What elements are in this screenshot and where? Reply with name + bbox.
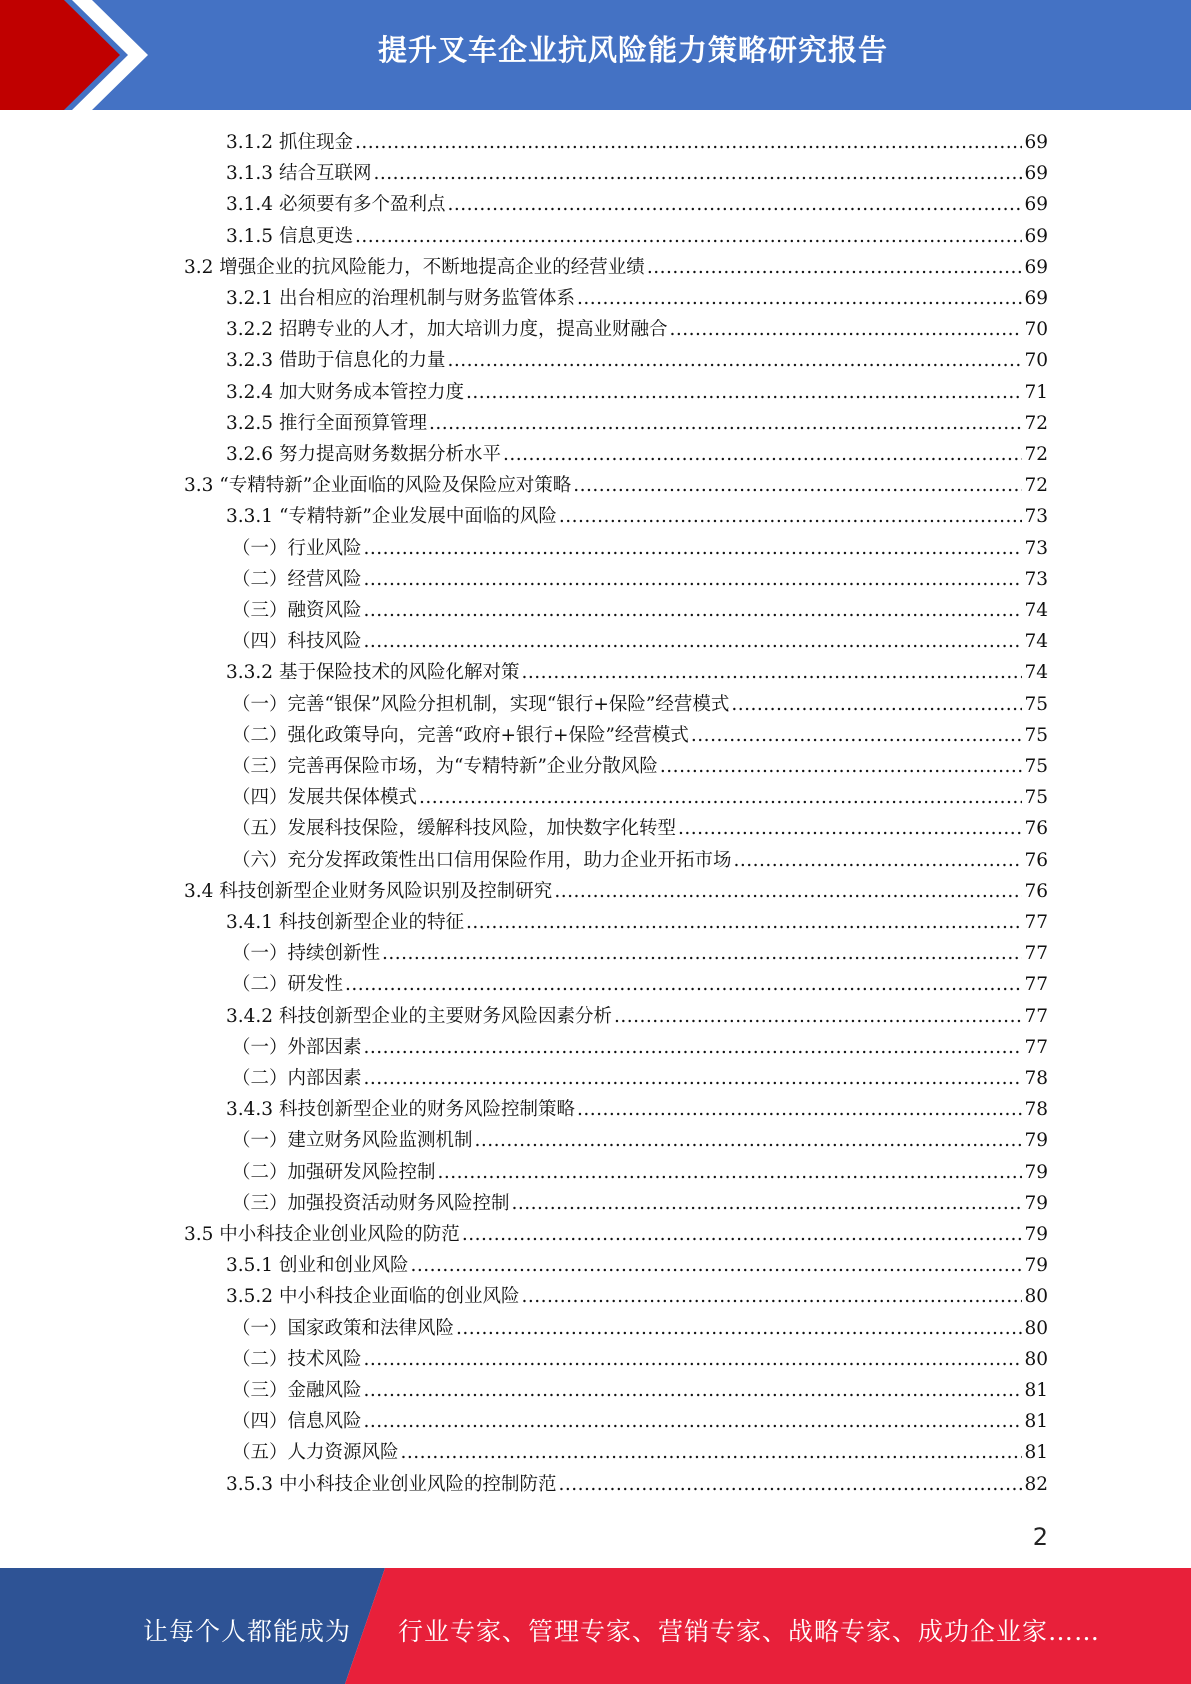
toc-entry-title: 3.4.2 科技创新型企业的主要财务风险因素分析 (226, 1005, 612, 1027)
toc-leader-dots (364, 569, 1023, 590)
toc-entry-page: 71 (1024, 381, 1048, 403)
toc-entry-title: 3.2.6 努力提高财务数据分析水平 (226, 444, 501, 465)
toc-entry-title: 3.5 中小科技企业创业风险的防范 (184, 1224, 460, 1245)
toc-entry[interactable] (226, 159, 1048, 190)
toc-entry-title: 3.3 “专精特新”企业面临的风险及保险应对策略 (184, 475, 572, 497)
toc-entry[interactable] (226, 409, 1048, 440)
toc-entry-page: 73 (1024, 537, 1048, 559)
toc-entry-title: （三）加强投资活动财务风险控制 (232, 1192, 510, 1214)
page-number: 2 (1032, 1523, 1048, 1551)
toc-leader-dots (364, 1411, 1023, 1432)
toc-entry-title: 3.1.2 抓住现金 (226, 132, 353, 153)
toc-entry[interactable] (226, 128, 1048, 159)
toc-entry-title: 3.3.2 基于保险技术的风险化解对策 (226, 662, 520, 684)
toc-entry[interactable] (232, 1033, 1048, 1064)
toc-entry-title: （五）人力资源风险 (232, 1442, 399, 1464)
toc-entry[interactable] (232, 1407, 1048, 1438)
toc-leader-dots (521, 662, 1022, 683)
toc-leader-dots (678, 818, 1022, 839)
toc-entry-title: （二）加强研发风险控制 (232, 1161, 436, 1183)
toc-entry-page: 69 (1024, 163, 1048, 185)
toc-entry[interactable] (232, 846, 1048, 877)
toc-leader-dots (660, 756, 1023, 777)
toc-entry[interactable] (226, 440, 1048, 471)
toc-entry-title: （五）发展科技保险，缓解科技风险，加快数字化转型 (232, 818, 677, 840)
toc-entry-page: 82 (1024, 1473, 1048, 1495)
toc-entry[interactable] (226, 658, 1048, 689)
toc-leader-dots (462, 1224, 1023, 1245)
toc-leader-dots (364, 1037, 1023, 1058)
toc-entry-page: 79 (1024, 1255, 1048, 1277)
toc-entry-page: 78 (1024, 1099, 1048, 1121)
toc-entry-page: 74 (1024, 600, 1048, 621)
toc-leader-dots (521, 1286, 1022, 1307)
toc-entry-page: 76 (1024, 818, 1048, 840)
toc-entry[interactable] (232, 939, 1048, 970)
toc-entry-title: 3.4.1 科技创新型企业的特征 (226, 912, 464, 933)
toc-leader-dots (364, 1349, 1023, 1370)
toc-leader-dots (466, 382, 1022, 403)
toc-entry-title: 3.4.3 科技创新型企业的财务风险控制策略 (226, 1099, 575, 1121)
toc-leader-dots (573, 475, 1022, 496)
toc-entry-title: （一）国家政策和法律风险 (232, 1317, 455, 1339)
toc-entry-page: 72 (1024, 444, 1048, 465)
toc-entry-title: （二）内部因素 (232, 1068, 362, 1089)
toc-entry[interactable] (232, 1438, 1048, 1469)
toc-entry[interactable] (226, 1095, 1048, 1126)
toc-leader-dots (503, 444, 1022, 465)
toc-entry-page: 74 (1024, 631, 1048, 653)
toc-entry[interactable] (226, 1002, 1048, 1033)
toc-entry[interactable] (226, 315, 1048, 346)
toc-entry-title: 3.4 科技创新型企业财务风险识别及控制研究 (184, 880, 553, 902)
toc-entry-title: （二）强化政策导向，完善“政府+银行+保险”经营模式 (232, 724, 689, 746)
toc-entry-title: （三）完善再保险市场，为“专精特新”企业分散风险 (232, 756, 658, 777)
toc-leader-dots (456, 1318, 1022, 1339)
toc-entry-page: 76 (1024, 849, 1048, 871)
toc-entry-page: 69 (1024, 194, 1048, 216)
toc-entry-title: （一）持续创新性 (232, 943, 381, 965)
toc-entry-page: 69 (1024, 256, 1048, 278)
toc-entry-title: 3.5.1 创业和创业风险 (226, 1255, 409, 1277)
toc-entry-page: 72 (1024, 412, 1048, 434)
toc-leader-dots (577, 288, 1022, 309)
toc-entry-page: 75 (1024, 787, 1048, 809)
toc-entry-title: （六）充分发挥政策性出口信用保险作用，助力企业开拓市场 (232, 849, 732, 871)
toc-entry[interactable] (226, 378, 1048, 409)
toc-entry[interactable] (232, 627, 1048, 658)
toc-leader-dots (577, 1099, 1022, 1120)
toc-entry-page: 79 (1024, 1224, 1048, 1245)
toc-entry-page: 73 (1024, 506, 1048, 528)
toc-leader-dots (364, 1380, 1023, 1401)
toc-leader-dots (345, 974, 1022, 995)
toc-entry[interactable] (184, 471, 1048, 502)
toc-entry[interactable] (232, 970, 1048, 1001)
toc-entry-page: 77 (1024, 1036, 1048, 1058)
toc-entry[interactable] (232, 814, 1048, 845)
toc-entry-page: 73 (1024, 568, 1048, 590)
toc-leader-dots (355, 132, 1023, 153)
toc-entry-title: 3.5.3 中小科技企业创业风险的控制防范 (226, 1473, 557, 1495)
toc-leader-dots (558, 1474, 1022, 1495)
toc-entry-title: （二）技术风险 (232, 1348, 362, 1370)
toc-leader-dots (614, 1006, 1022, 1027)
toc-leader-dots (731, 694, 1022, 715)
toc-entry-page: 80 (1024, 1348, 1048, 1370)
toc-leader-dots (554, 881, 1022, 902)
toc-entry[interactable] (232, 596, 1048, 627)
toc-leader-dots (401, 1442, 1023, 1463)
toc-entry-title: 3.1.4 必须要有多个盈利点 (226, 194, 446, 216)
toc-leader-dots (419, 787, 1022, 808)
toc-entry-page: 80 (1024, 1286, 1048, 1308)
toc-leader-dots (364, 538, 1023, 559)
toc-entry-page: 77 (1024, 943, 1048, 965)
toc-entry-title: （二）研发性 (232, 974, 344, 996)
toc-leader-dots (364, 631, 1023, 652)
toc-entry[interactable] (184, 1220, 1048, 1251)
footer-slogan-left: 让每个人都能成为 (143, 1617, 352, 1646)
toc-entry[interactable] (232, 565, 1048, 596)
toc-entry[interactable] (226, 346, 1048, 377)
toc-entry[interactable] (232, 1064, 1048, 1095)
toc-entry-title: 3.2.5 推行全面预算管理 (226, 412, 427, 434)
toc-entry-page: 76 (1024, 880, 1048, 902)
toc-entry-title: （三）金融风险 (232, 1380, 362, 1401)
toc-entry[interactable] (232, 752, 1048, 783)
toc-entry-title: （一）外部因素 (232, 1036, 362, 1058)
toc-entry-page: 77 (1024, 912, 1048, 933)
toc-entry-page: 72 (1024, 475, 1048, 497)
toc-leader-dots (373, 163, 1022, 184)
toc-entry[interactable] (184, 877, 1048, 908)
toc-entry[interactable] (232, 1314, 1048, 1345)
toc-leader-dots (647, 257, 1023, 278)
toc-leader-dots (691, 725, 1023, 746)
toc-entry[interactable] (232, 1158, 1048, 1189)
toc-entry-page: 69 (1024, 225, 1048, 247)
toc-entry-page: 79 (1024, 1161, 1048, 1183)
toc-entry-title: 3.5.2 中小科技企业面临的创业风险 (226, 1286, 520, 1308)
toc-leader-dots (512, 1193, 1023, 1214)
toc-entry-page: 81 (1024, 1442, 1048, 1464)
toc-entry[interactable] (232, 721, 1048, 752)
toc-entry-title: （一）行业风险 (232, 537, 362, 559)
toc-entry-page: 78 (1024, 1068, 1048, 1089)
toc-entry-title: （三）融资风险 (232, 600, 362, 621)
toc-entry[interactable] (226, 1282, 1048, 1313)
toc-entry[interactable] (184, 253, 1048, 284)
toc-entry-title: 3.2.4 加大财务成本管控力度 (226, 381, 464, 403)
toc-entry-title: 3.1.3 结合互联网 (226, 163, 372, 185)
toc-entry-title: （四）信息风险 (232, 1411, 362, 1433)
toc-entry-page: 77 (1024, 1005, 1048, 1027)
toc-entry-page: 81 (1024, 1380, 1048, 1401)
toc-entry-page: 74 (1024, 662, 1048, 684)
toc-entry[interactable] (226, 908, 1048, 939)
footer-slogan-right: 行业专家、管理专家、营销专家、战略专家、成功企业家…… (398, 1617, 1101, 1646)
toc-entry-page: 81 (1024, 1411, 1048, 1433)
toc-entry[interactable] (232, 1189, 1048, 1220)
toc-entry-page: 79 (1024, 1192, 1048, 1214)
toc-leader-dots (382, 943, 1022, 964)
toc-entry-page: 70 (1024, 350, 1048, 372)
toc-entry-page: 75 (1024, 724, 1048, 746)
toc-leader-dots (410, 1255, 1022, 1276)
toc-leader-dots (734, 850, 1023, 871)
toc-entry[interactable] (232, 1345, 1048, 1376)
toc-entry[interactable] (226, 1251, 1048, 1282)
toc-entry[interactable] (232, 1376, 1048, 1407)
toc-entry[interactable] (232, 534, 1048, 565)
toc-entry-page: 75 (1024, 693, 1048, 715)
toc-leader-dots (466, 912, 1022, 933)
toc-leader-dots (355, 226, 1023, 247)
toc-entry-title: （二）经营风险 (232, 568, 362, 590)
toc-entry[interactable] (226, 190, 1048, 221)
toc-entry[interactable] (226, 284, 1048, 315)
toc-entry[interactable] (232, 690, 1048, 721)
toc-entry-title: 3.2.2 招聘专业的人才，加大培训力度，提高业财融合 (226, 319, 668, 341)
toc-entry-page: 77 (1024, 974, 1048, 996)
toc-leader-dots (669, 319, 1022, 340)
toc-leader-dots (364, 1068, 1023, 1089)
toc-entry-title: 3.2.3 借助于信息化的力量 (226, 350, 446, 372)
toc-leader-dots (364, 600, 1023, 621)
toc-leader-dots (447, 194, 1022, 215)
toc-entry-page: 75 (1024, 756, 1048, 777)
toc-leader-dots (438, 1162, 1023, 1183)
toc-entry-title: （一）完善“银保”风险分担机制，实现“银行+保险”经营模式 (232, 693, 730, 715)
toc-entry-title: （四）科技风险 (232, 631, 362, 653)
toc-entry-page: 79 (1024, 1130, 1048, 1152)
toc-leader-dots (475, 1130, 1023, 1151)
report-title: 提升叉车企业抗风险能力策略研究报告 (377, 33, 888, 67)
toc-entry-title: 3.1.5 信息更迭 (226, 225, 353, 247)
toc-entry[interactable] (226, 502, 1048, 533)
toc-entry[interactable] (232, 783, 1048, 814)
toc-entry-page: 80 (1024, 1317, 1048, 1339)
toc-entry-page: 69 (1024, 132, 1048, 153)
toc-entry-title: （一）建立财务风险监测机制 (232, 1130, 473, 1152)
toc-entry-title: 3.3.1 “专精特新”企业发展中面临的风险 (226, 506, 557, 528)
toc-leader-dots (447, 350, 1022, 371)
toc-entry-title: 3.2 增强企业的抗风险能力，不断地提高企业的经营业绩 (184, 256, 645, 278)
toc-entry-page: 69 (1024, 288, 1048, 309)
toc-entry[interactable] (226, 1470, 1048, 1501)
page-header (0, 0, 1191, 110)
toc-entry-title: 3.2.1 出台相应的治理机制与财务监管体系 (226, 288, 575, 309)
toc-entry[interactable] (226, 222, 1048, 253)
toc-entry-page: 70 (1024, 319, 1048, 341)
toc-leader-dots (559, 506, 1023, 527)
toc-entry-title: （四）发展共保体模式 (232, 787, 418, 809)
toc-entry[interactable] (232, 1126, 1048, 1157)
toc-leader-dots (429, 413, 1022, 434)
